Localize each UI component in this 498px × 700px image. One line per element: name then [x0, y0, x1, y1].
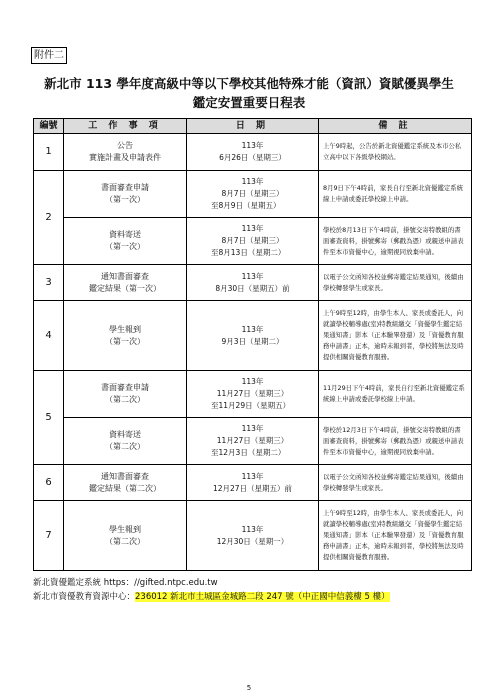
row-note: 以電子公文函知各校並郵寄鑑定結果通知，後續由學校轉發學生或家長。	[319, 465, 472, 501]
row-date: 113年 12月30日（星期一）	[187, 501, 319, 571]
row-date: 113年 12月27日（星期五）前	[187, 465, 319, 501]
schedule-table	[33, 118, 472, 571]
row-number: 1	[34, 134, 64, 171]
row-item: 書面審查申請 （第二次）	[64, 371, 187, 418]
page-number: 5	[246, 684, 252, 692]
row-date: 113年 8月30日（星期五）前	[187, 265, 319, 301]
row-item: 公告 實施計畫及申請表件	[64, 134, 187, 171]
footer-system-link: 新北資優鑑定系統 https：//gifted.ntpc.edu.tw	[33, 578, 218, 588]
table-row	[34, 301, 472, 371]
title-line-2: 鑑定安置重要日程表	[192, 95, 306, 110]
row-date: 113年 8月7日（星期三） 至8月9日（星期五）	[187, 171, 319, 218]
row-number: 2	[34, 171, 64, 265]
header-item: 工 作 事 項	[64, 119, 187, 134]
row-item: 通知書面審查 鑑定結果（第一次）	[64, 265, 187, 301]
row-number: 6	[34, 465, 64, 501]
row-item: 通知書面審查 鑑定結果（第二次）	[64, 465, 187, 501]
row-number: 3	[34, 265, 64, 301]
table-row	[34, 218, 472, 265]
row-number: 4	[34, 301, 64, 371]
row-item: 學生報到 （第一次）	[64, 301, 187, 371]
row-note: 上午9時至12時，由學生本人、家長或委託人，向就讀學校輔導處(室)特教組繳交「資優學生鑑定結果通知書」影本（正本驗畢發還）及「資優教育服務申請書」正本，逾時未報到者，學校將無法及時提供相關資優教育服務。	[319, 301, 472, 371]
row-item: 資料寄送 （第二次）	[64, 418, 187, 465]
row-note: 上午9時至12時，由學生本人、家長或委託人，向就讀學校輔導處(室)特教組繳交「資優學生鑑定結果通知書」影本（正本驗畢發還）及「資優教育服務申請書」正本，逾時未報到者，學校將無法及時提供相關資優教育服務。	[319, 501, 472, 571]
footer-center-label: 新北市資優教育資源中心：	[33, 592, 136, 602]
footer-center-address: 236012 新北市土城區金城路二段 247 號（中正國中信義樓 5 樓）	[135, 592, 390, 602]
row-date: 113年 11月27日（星期三） 至11月29日（星期五）	[187, 371, 319, 418]
table-row	[34, 465, 472, 501]
table-row	[34, 134, 472, 171]
table-header-row	[34, 119, 472, 134]
header-no: 編號	[34, 119, 64, 134]
table-row	[34, 501, 472, 571]
row-date: 113年 11月27日（星期三） 至12月3日（星期二）	[187, 418, 319, 465]
row-note: 學校於8月13日下午4時前，掛號交寄特教組的書面審查資料，掛號郵寄（郵戳為憑）或親送申請表件至本市資優中心，逾期視同放棄申請。	[319, 218, 472, 265]
annex-label: 附件二	[31, 47, 67, 64]
row-note: 以電子公文函知各校並郵寄鑑定結果通知，後續由學校轉發學生或家長。	[319, 265, 472, 301]
row-note: 11月29日下午4時前，家長自行至新北資優鑑定系統線上申請或委託學校線上申請。	[319, 371, 472, 418]
row-number: 7	[34, 501, 64, 571]
table-row	[34, 418, 472, 465]
table-row	[34, 371, 472, 418]
row-item: 資料寄送 （第一次）	[64, 218, 187, 265]
row-date: 113年 6月26日（星期三）	[187, 134, 319, 171]
row-number: 5	[34, 371, 64, 465]
row-note: 學校於12月3日下午4時前，掛號交寄特教組的書面審查資料，掛號郵寄（郵戳為憑）或親送申請表件至本市資優中心，逾期視同放棄申請。	[319, 418, 472, 465]
row-date: 113年 9月3日（星期二）	[187, 301, 319, 371]
title-line-1: 新北市 113 學年度高級中等以下學校其他特殊才能（資訊）資賦優異學生	[44, 76, 454, 91]
header-date: 日 期	[187, 119, 319, 134]
row-item: 書面審查申請 （第一次）	[64, 171, 187, 218]
row-item: 學生報到 （第二次）	[64, 501, 187, 571]
footer-center	[33, 590, 390, 602]
row-date: 113年 8月7日（星期三） 至8月13日（星期二）	[187, 218, 319, 265]
table-row	[34, 171, 472, 218]
row-note: 上午9時起，公告於新北資優鑑定系統及本市公私立高中以下各級學校網站。	[319, 134, 472, 171]
table-row	[34, 265, 472, 301]
row-note: 8月9日下午4時前，家長自行至新北資優鑑定系統線上申請或委託學校線上申請。	[319, 171, 472, 218]
header-note: 備 註	[319, 119, 472, 134]
